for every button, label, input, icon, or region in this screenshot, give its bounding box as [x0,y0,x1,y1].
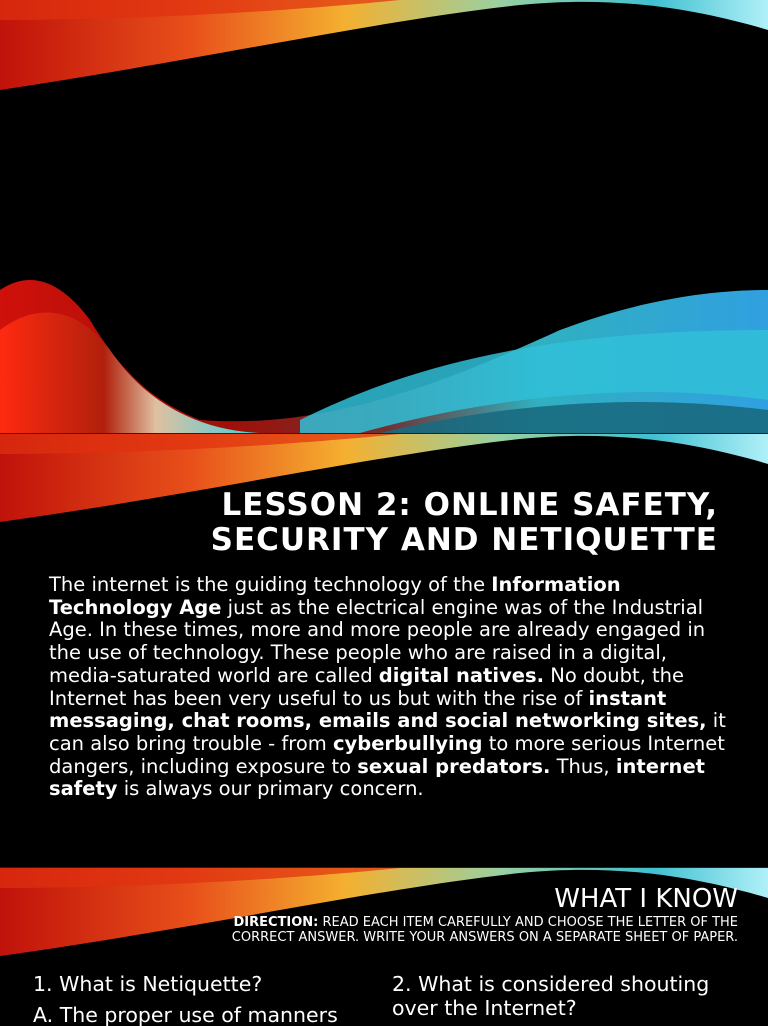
bold-term: digital natives. [378,663,545,687]
text-segment: to more serious Internet dangers, including exposure to [49,731,725,778]
title-line-1: LESSON 2: ONLINE SAFETY, [221,487,718,523]
question-1: 1. What is Netiquette? [33,972,263,996]
direction-body: READ EACH ITEM CAREFULLY AND CHOOSE THE LETTER OF THE CORRECT ANSWER. WRITE YOUR ANSWERS ON A SEPARATE SHEET OF PAPER. [231,915,738,945]
text-segment: just as the electrical engine was of the Industrial Age. In these times, more and more people are already engaged in the use of technology. These people who are raised in a digital, media-saturated world are called [49,595,706,687]
swoosh-decoration [0,0,768,433]
question-1-option-a: A. The proper use of manners [33,1003,338,1026]
bold-term: instant messaging, chat rooms, emails and social networking sites, [49,686,707,733]
bold-term: Information Technology Age [49,573,621,619]
text-segment: The internet is the guiding technology of the [49,573,492,596]
slide-3 [0,867,768,1026]
bold-term: cyberbullying [332,731,483,755]
text-segment: Thus, [550,754,616,778]
lesson-title [211,488,718,558]
lesson-paragraph [49,574,729,801]
text-segment: No doubt, the Internet has been very useful to us but with the rise of [49,663,685,710]
bold-term: sexual predators. [357,754,551,778]
section-title: WHAT I KNOW [554,884,738,914]
slide-2 [0,433,768,867]
title-line-2: SECURITY AND NETIQUETTE [210,522,718,558]
question-2: 2. What is considered shouting over the Internet? [392,972,710,1020]
slide-1 [0,0,768,433]
text-segment: it can also bring trouble - from [49,709,726,755]
bold-term: internet safety [49,754,705,801]
text-segment: is always our primary concern. [117,777,424,801]
direction-label: DIRECTION: [233,915,319,930]
direction-text [178,915,738,945]
